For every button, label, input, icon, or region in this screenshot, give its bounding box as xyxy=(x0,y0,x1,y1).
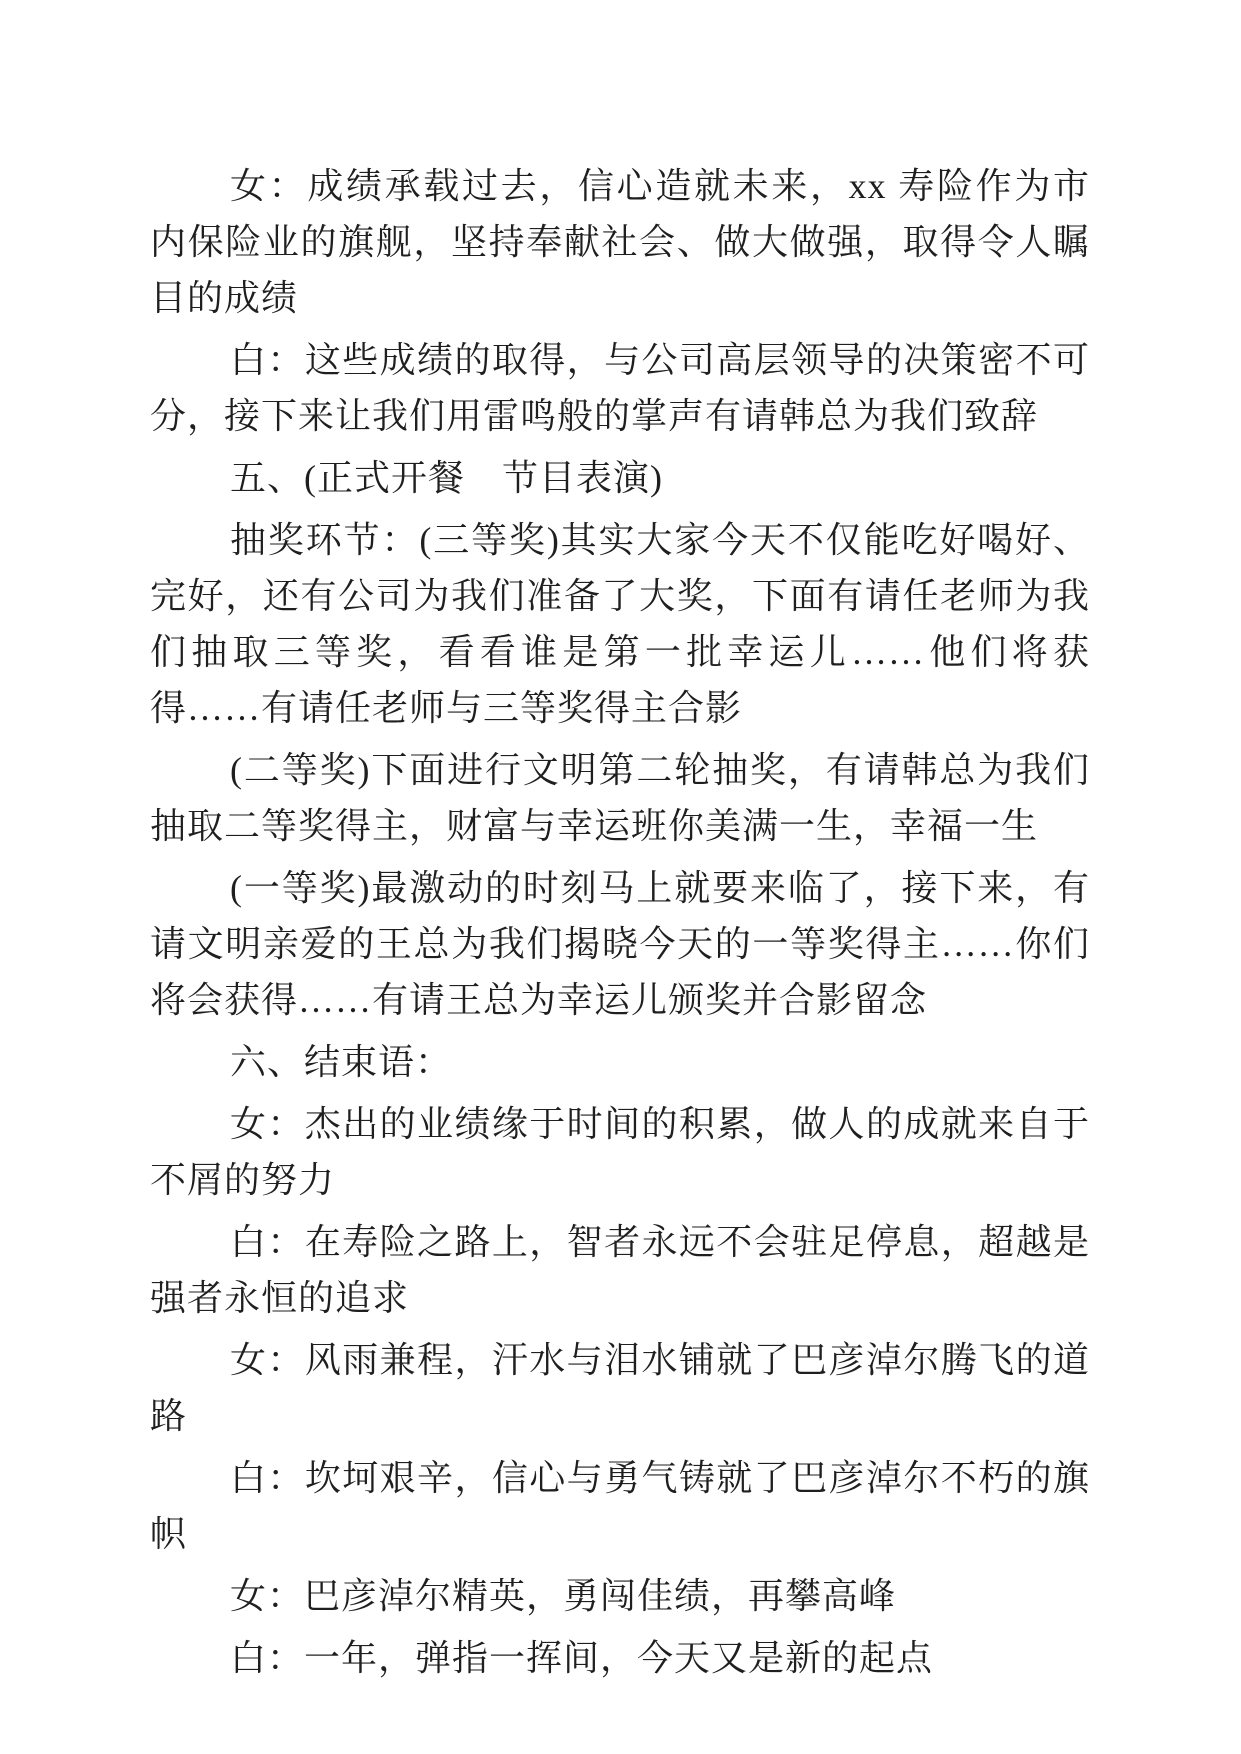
paragraph: 白：一年，弹指一挥间，今天又是新的起点 xyxy=(230,1638,934,1678)
document-body xyxy=(150,158,1090,1692)
paragraph: 白：在寿险之路上，智者永远不会驻足停息，超越是强者永恒的追求 xyxy=(150,1222,1090,1318)
paragraph: 五、(正式开餐 节目表演) xyxy=(230,458,663,498)
paragraph: 女：风雨兼程，汗水与泪水铺就了巴彦淖尔腾飞的道路 xyxy=(150,1340,1090,1436)
paragraph: 女：杰出的业绩缘于时间的积累，做人的成就来自于不屑的努力 xyxy=(150,1104,1090,1200)
paragraph: 白：这些成绩的取得，与公司高层领导的决策密不可分，接下来让我们用雷鸣般的掌声有请韩总为我们致辞 xyxy=(150,340,1090,436)
paragraph: (二等奖)下面进行文明第二轮抽奖，有请韩总为我们抽取二等奖得主，财富与幸运班你美满一生，幸福一生 xyxy=(150,750,1090,846)
paragraph: 女：成绩承载过去，信心造就未来，xx 寿险作为市内保险业的旗舰，坚持奉献社会、做大做强，取得令人瞩目的成绩 xyxy=(150,166,1090,318)
paragraph: 抽奖环节：(三等奖)其实大家今天不仅能吃好喝好、完好，还有公司为我们准备了大奖，下面有请任老师为我们抽取三等奖，看看谁是第一批幸运儿……他们将获得……有请任老师与三等奖得主合影 xyxy=(150,520,1090,728)
paragraph: 六、结束语： xyxy=(230,1042,453,1082)
paragraph: 白：坎坷艰辛，信心与勇气铸就了巴彦淖尔不朽的旗帜 xyxy=(150,1458,1090,1554)
paragraph: (一等奖)最激动的时刻马上就要来临了，接下来，有请文明亲爱的王总为我们揭晓今天的一等奖得主……你们将会获得……有请王总为幸运儿颁奖并合影留念 xyxy=(150,868,1090,1020)
paragraph: 女：巴彦淖尔精英，勇闯佳绩，再攀高峰 xyxy=(230,1576,897,1616)
